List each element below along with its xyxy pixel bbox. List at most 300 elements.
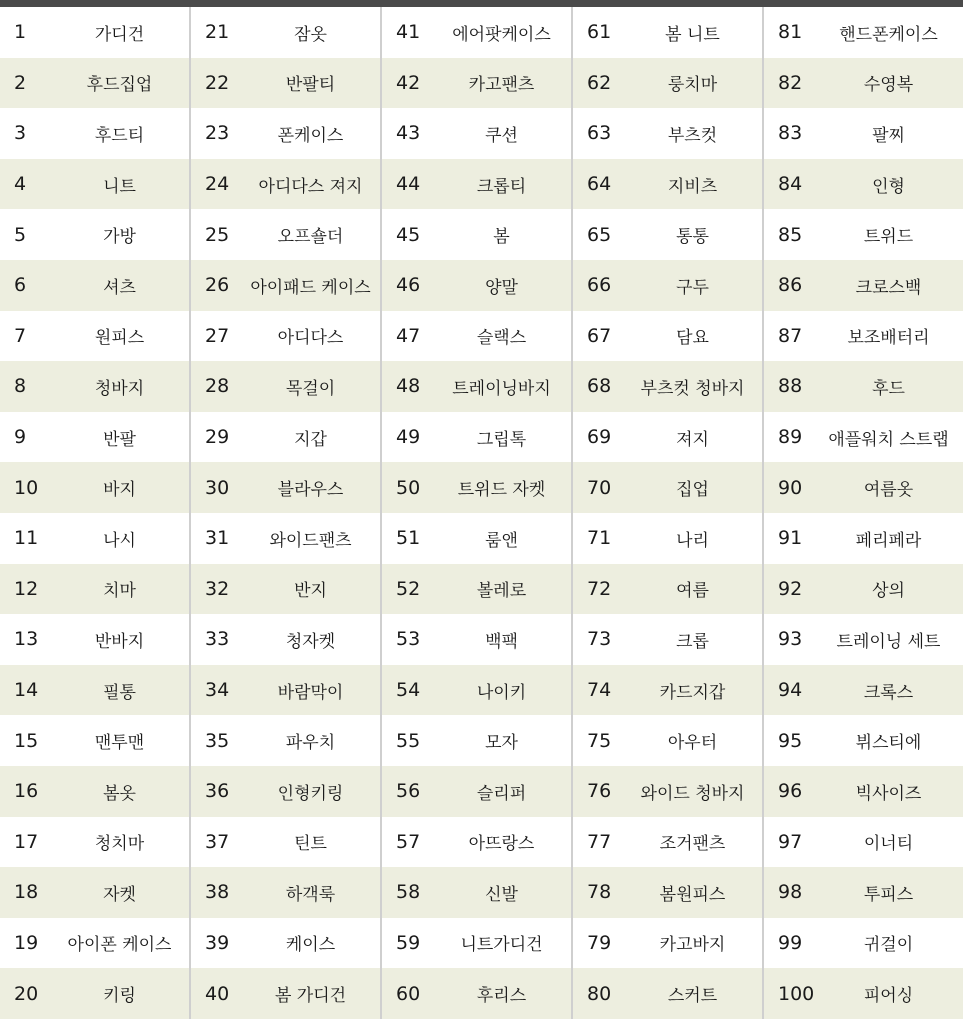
rank-number: 33 [205,628,230,651]
keyword-label: 투피스 [863,884,914,905]
keyword-label: 치마 [103,581,136,602]
table-row [191,462,380,513]
table-row [191,968,380,1019]
table-row [191,513,380,564]
top-border-bar [0,0,963,7]
rank-column-1 [0,7,191,1019]
keyword-label: 스커트 [667,986,718,1007]
table-row [191,715,380,766]
table-row [0,108,189,159]
rank-number: 63 [587,122,612,145]
table-row [191,867,380,918]
keyword-label: 필통 [103,682,136,703]
keyword-label: 반팔티 [285,75,336,96]
rank-number: 74 [587,679,612,702]
table-row [0,7,189,58]
table-row [382,564,571,615]
keyword-label: 크록스 [863,682,914,703]
keyword-label: 아이패드 케이스 [250,277,371,298]
rank-number: 34 [205,679,230,702]
keyword-label: 바지 [103,480,136,501]
keyword-label: 슬랙스 [476,328,527,349]
table-row [764,209,963,260]
table-row [191,159,380,210]
rank-number: 45 [396,223,421,246]
table-row [764,361,963,412]
rank-number: 92 [778,577,803,600]
table-row [191,311,380,362]
keyword-label: 후드티 [94,125,145,146]
table-row [0,513,189,564]
keyword-label: 오프숄더 [277,227,344,248]
table-row [191,260,380,311]
rank-number: 85 [778,223,803,246]
rank-number: 80 [587,982,612,1005]
table-row [382,159,571,210]
ranking-table [0,7,963,1019]
keyword-label: 반바지 [94,631,145,652]
rank-column-5 [764,7,963,1019]
keyword-label: 봄 [493,227,510,248]
table-row [382,311,571,362]
rank-number: 8 [14,375,27,398]
rank-number: 14 [14,679,39,702]
rank-number: 91 [778,527,803,550]
keyword-label: 청치마 [94,834,145,855]
rank-number: 69 [587,426,612,449]
table-row [0,918,189,969]
rank-number: 12 [14,577,39,600]
keyword-label: 크롭티 [476,176,527,197]
keyword-label: 뷔스티에 [855,733,922,754]
keyword-label: 니트가디건 [460,935,543,956]
keyword-label: 아뜨랑스 [468,834,535,855]
keyword-label: 키링 [103,986,136,1007]
rank-number: 83 [778,122,803,145]
rank-number: 25 [205,223,230,246]
table-row [191,361,380,412]
keyword-label: 양말 [485,277,518,298]
rank-number: 86 [778,274,803,297]
keyword-label: 잠옷 [294,24,327,45]
rank-number: 55 [396,729,421,752]
table-row [382,108,571,159]
keyword-label: 인형키링 [277,783,344,804]
keyword-label: 가디건 [94,24,145,45]
table-row [191,665,380,716]
table-row [0,209,189,260]
table-row [764,462,963,513]
table-row [764,58,963,109]
keyword-label: 백팩 [485,631,518,652]
rank-number: 47 [396,324,421,347]
rank-number: 51 [396,527,421,550]
table-row [382,209,571,260]
rank-number: 79 [587,931,612,954]
table-row [573,665,762,716]
keyword-label: 아디다스 져지 [258,176,363,197]
rank-number: 87 [778,324,803,347]
table-row [382,260,571,311]
table-row [764,918,963,969]
table-row [573,361,762,412]
table-row [764,564,963,615]
rank-number: 3 [14,122,27,145]
rank-number: 26 [205,274,230,297]
rank-number: 78 [587,881,612,904]
table-row [764,159,963,210]
rank-number: 4 [14,173,27,196]
keyword-label: 니트 [103,176,136,197]
rank-number: 46 [396,274,421,297]
keyword-label: 트레이닝바지 [452,378,551,399]
rank-number: 81 [778,21,803,44]
table-row [191,209,380,260]
keyword-label: 조거팬츠 [659,834,726,855]
rank-number: 30 [205,476,230,499]
rank-number: 88 [778,375,803,398]
rank-number: 64 [587,173,612,196]
table-row [0,614,189,665]
rank-number: 37 [205,830,230,853]
table-row [573,412,762,463]
keyword-label: 폰케이스 [277,125,344,146]
table-row [573,766,762,817]
table-row [573,58,762,109]
keyword-label: 상의 [872,581,905,602]
table-row [0,159,189,210]
keyword-label: 여름 [676,581,709,602]
table-row [573,108,762,159]
table-row [0,361,189,412]
table-row [764,968,963,1019]
table-row [573,513,762,564]
rank-number: 10 [14,476,39,499]
rank-number: 93 [778,628,803,651]
keyword-label: 빅사이즈 [855,783,922,804]
rank-number: 99 [778,931,803,954]
rank-column-4 [573,7,764,1019]
rank-number: 75 [587,729,612,752]
table-row [764,867,963,918]
rank-number: 31 [205,527,230,550]
table-row [764,7,963,58]
keyword-label: 애플워치 스트랩 [828,429,949,450]
keyword-label: 가방 [103,227,136,248]
keyword-label: 봄 니트 [665,24,720,45]
rank-number: 35 [205,729,230,752]
table-row [0,311,189,362]
table-row [0,564,189,615]
keyword-label: 트레이닝 세트 [836,631,941,652]
table-row [764,715,963,766]
rank-number: 29 [205,426,230,449]
table-row [0,412,189,463]
table-row [0,260,189,311]
keyword-label: 케이스 [285,935,336,956]
keyword-label: 크로스백 [855,277,922,298]
keyword-label: 와이드 청바지 [640,783,745,804]
table-row [382,867,571,918]
table-row [382,462,571,513]
table-row [764,766,963,817]
keyword-label: 와이드팬츠 [269,530,352,551]
table-row [191,817,380,868]
table-row [382,58,571,109]
rank-number: 48 [396,375,421,398]
keyword-label: 구두 [676,277,709,298]
table-row [382,412,571,463]
rank-number: 73 [587,628,612,651]
rank-number: 17 [14,830,39,853]
rank-number: 20 [14,982,39,1005]
rank-number: 23 [205,122,230,145]
table-row [0,462,189,513]
keyword-label: 페리페라 [855,530,922,551]
table-row [764,513,963,564]
rank-number: 18 [14,881,39,904]
table-row [764,412,963,463]
table-row [764,614,963,665]
table-row [382,361,571,412]
table-row [382,968,571,1019]
table-row [382,918,571,969]
keyword-label: 아디다스 [277,328,344,349]
rank-number: 7 [14,324,27,347]
rank-column-3 [382,7,573,1019]
rank-number: 94 [778,679,803,702]
keyword-label: 봄옷 [103,783,136,804]
table-row [573,462,762,513]
rank-number: 42 [396,71,421,94]
keyword-label: 팔찌 [872,125,905,146]
keyword-label: 아우터 [667,733,718,754]
keyword-label: 나시 [103,530,136,551]
rank-number: 27 [205,324,230,347]
table-row [573,867,762,918]
keyword-label: 후드 [872,378,905,399]
rank-number: 70 [587,476,612,499]
rank-column-2 [191,7,382,1019]
rank-number: 61 [587,21,612,44]
keyword-label: 카드지갑 [659,682,726,703]
table-row [764,108,963,159]
rank-number: 21 [205,21,230,44]
rank-number: 5 [14,223,27,246]
keyword-label: 청바지 [94,378,145,399]
rank-number: 1 [14,21,27,44]
rank-number: 43 [396,122,421,145]
rank-number: 58 [396,881,421,904]
keyword-label: 카고팬츠 [468,75,535,96]
rank-number: 16 [14,780,39,803]
keyword-label: 바람막이 [277,682,344,703]
rank-number: 90 [778,476,803,499]
keyword-label: 룸앤 [485,530,518,551]
keyword-label: 맨투맨 [94,733,145,754]
rank-number: 32 [205,577,230,600]
rank-number: 49 [396,426,421,449]
rank-number: 65 [587,223,612,246]
table-row [573,715,762,766]
table-row [382,614,571,665]
keyword-label: 나리 [676,530,709,551]
keyword-label: 틴트 [294,834,327,855]
rank-number: 19 [14,931,39,954]
rank-number: 44 [396,173,421,196]
table-row [573,968,762,1019]
table-row [382,715,571,766]
keyword-label: 그립톡 [476,429,527,450]
keyword-label: 신발 [485,884,518,905]
rank-number: 62 [587,71,612,94]
keyword-label: 지비츠 [667,176,718,197]
keyword-label: 부츠컷 [667,125,718,146]
table-row [0,715,189,766]
rank-number: 54 [396,679,421,702]
table-row [0,867,189,918]
table-row [573,209,762,260]
rank-number: 36 [205,780,230,803]
table-row [191,412,380,463]
keyword-label: 봄 가디건 [274,986,347,1007]
table-row [191,564,380,615]
keyword-label: 귀걸이 [863,935,914,956]
table-row [191,7,380,58]
keyword-label: 나이키 [476,682,527,703]
keyword-label: 반지 [294,581,327,602]
table-row [382,665,571,716]
table-row [0,58,189,109]
rank-number: 100 [778,982,815,1005]
rank-number: 22 [205,71,230,94]
rank-number: 11 [14,527,39,550]
keyword-label: 피어싱 [863,986,914,1007]
rank-number: 82 [778,71,803,94]
keyword-label: 슬리퍼 [476,783,527,804]
rank-number: 2 [14,71,27,94]
keyword-label: 지갑 [294,429,327,450]
table-row [573,614,762,665]
rank-number: 53 [396,628,421,651]
rank-number: 6 [14,274,27,297]
table-row [0,766,189,817]
rank-number: 76 [587,780,612,803]
table-row [382,766,571,817]
keyword-label: 에어팟케이스 [452,24,551,45]
rank-number: 97 [778,830,803,853]
rank-number: 66 [587,274,612,297]
table-row [0,665,189,716]
keyword-label: 하객룩 [285,884,336,905]
rank-number: 50 [396,476,421,499]
table-row [191,766,380,817]
keyword-label: 카고바지 [659,935,726,956]
rank-number: 59 [396,931,421,954]
rank-number: 72 [587,577,612,600]
rank-number: 60 [396,982,421,1005]
rank-number: 40 [205,982,230,1005]
keyword-label: 담요 [676,328,709,349]
keyword-label: 후리스 [476,986,527,1007]
rank-number: 57 [396,830,421,853]
rank-number: 13 [14,628,39,651]
keyword-label: 이너티 [863,834,914,855]
keyword-label: 여름옷 [863,480,914,501]
keyword-label: 쿠션 [485,125,518,146]
keyword-label: 집업 [676,480,709,501]
keyword-label: 목걸이 [285,378,336,399]
rank-number: 67 [587,324,612,347]
rank-number: 95 [778,729,803,752]
keyword-label: 볼레로 [476,581,527,602]
table-row [573,918,762,969]
table-row [382,7,571,58]
keyword-label: 블라우스 [277,480,344,501]
keyword-label: 반팔 [103,429,136,450]
rank-number: 41 [396,21,421,44]
table-row [573,817,762,868]
table-row [382,513,571,564]
keyword-label: 보조배터리 [847,328,930,349]
keyword-label: 원피스 [94,328,145,349]
rank-number: 15 [14,729,39,752]
table-row [191,58,380,109]
keyword-label: 핸드폰케이스 [839,24,938,45]
keyword-label: 트위드 [863,227,914,248]
keyword-label: 후드집업 [86,75,153,96]
rank-number: 89 [778,426,803,449]
rank-number: 39 [205,931,230,954]
table-row [764,817,963,868]
rank-number: 68 [587,375,612,398]
keyword-label: 자켓 [103,884,136,905]
table-row [573,7,762,58]
table-row [573,159,762,210]
table-row [191,614,380,665]
keyword-label: 룽치마 [667,75,718,96]
table-row [573,260,762,311]
keyword-label: 트위드 자켓 [457,480,546,501]
table-row [0,817,189,868]
table-row [191,918,380,969]
keyword-label: 부츠컷 청바지 [640,378,745,399]
rank-number: 24 [205,173,230,196]
keyword-label: 아이폰 케이스 [67,935,172,956]
table-row [573,564,762,615]
keyword-label: 크롭 [676,631,709,652]
keyword-label: 수영복 [863,75,914,96]
table-row [0,968,189,1019]
table-row [764,260,963,311]
rank-number: 98 [778,881,803,904]
keyword-label: 청자켓 [285,631,336,652]
table-row [573,311,762,362]
keyword-label: 봄원피스 [659,884,726,905]
keyword-label: 통통 [676,227,709,248]
rank-number: 84 [778,173,803,196]
rank-number: 38 [205,881,230,904]
table-row [764,665,963,716]
table-row [191,108,380,159]
rank-number: 77 [587,830,612,853]
table-row [764,311,963,362]
rank-number: 96 [778,780,803,803]
rank-number: 71 [587,527,612,550]
rank-number: 52 [396,577,421,600]
keyword-label: 인형 [872,176,905,197]
keyword-label: 파우치 [285,733,336,754]
